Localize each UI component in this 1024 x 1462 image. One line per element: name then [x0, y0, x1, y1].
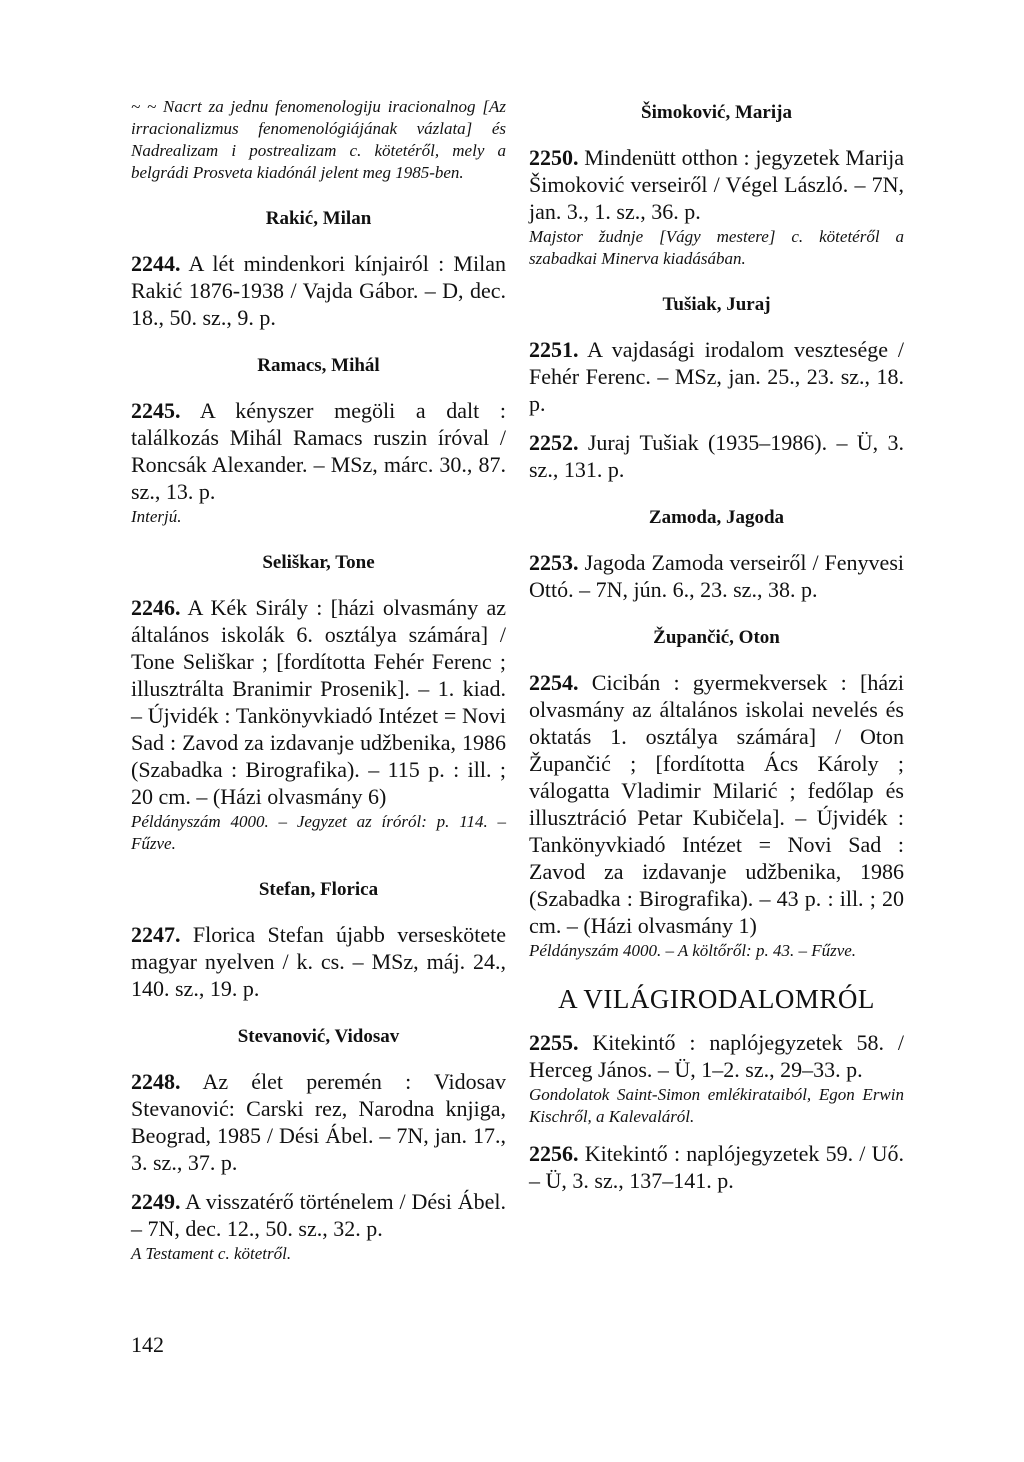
author-heading: Šimoković, Marija: [641, 102, 792, 123]
entry-text: Mindenütt otthon : jegyzetek Marija Šimoković verseiről / Végel László. – 7N, jan. 3., 1. sz., 36. p.: [529, 145, 904, 224]
entry-text: Florica Stefan újabb verseskötete magyar nyelven / k. cs. – MSz, máj. 24., 140. sz., 19. p.: [131, 922, 506, 1001]
author-heading: Župančić, Oton: [653, 627, 780, 648]
entry-2254: [529, 669, 904, 962]
author-heading: Rakić, Milan: [265, 208, 372, 229]
entry-text: Kitekintő : naplójegyzetek 59. / Uő. – Ü, 3. sz., 137–141. p.: [529, 1141, 904, 1193]
author-heading: Tušiak, Juraj: [662, 294, 771, 315]
entry-number: 2249.: [131, 1189, 181, 1214]
entry-2244: [131, 250, 506, 331]
entry-2255: [529, 1029, 904, 1128]
entry-text: A kényszer megöli a dalt : találkozás Mihál Ramacs ruszin íróval / Roncsák Alexander. – MSz, márc. 30., 87. sz., 13. p.: [131, 398, 506, 504]
entry-text: Jagoda Zamoda verseiről / Fenyvesi Ottó. – 7N, jún. 6., 23. sz., 38. p.: [529, 550, 904, 602]
entry-note: Majstor žudnje [Vágy mestere] c. kötetéről a szabadkai Minerva kiadásában.: [529, 227, 904, 268]
entry-number: 2250.: [529, 145, 579, 170]
entry-number: 2251.: [529, 337, 579, 362]
author-heading: Seliškar, Tone: [262, 552, 375, 573]
entry-text: A lét mindenkori kínjairól : Milan Rakić 1876-1938 / Vajda Gábor. – D, dec. 18., 50. sz., 9. p.: [131, 251, 506, 330]
left-column: [131, 96, 506, 1277]
entry-2252: [529, 429, 904, 483]
entry-2251: [529, 336, 904, 417]
right-column: [529, 96, 904, 1206]
entry-number: 2255.: [529, 1030, 579, 1055]
entry-number: 2244.: [131, 251, 181, 276]
continued-annotation: ~ ~ Nacrt za jednu fenomenologiju iracionalnog [Az irracionalizmus fenomenológiájának vázlata] és Nadrealizam i postrealizam c. kötetéről, mely a belgrádi Prosveta kiadónál jelent meg 1985-ben.: [131, 97, 506, 182]
entry-2245: [131, 397, 506, 528]
entry-2246: [131, 594, 506, 855]
entry-text: Az élet peremén : Vidosav Stevanović: Carski rez, Narodna knjiga, Beograd, 1985 / Dési Ábel. – 7N, jan. 17., 3. sz., 37. p.: [131, 1069, 506, 1175]
entry-text: Juraj Tušiak (1935–1986). – Ü, 3. sz., 131. p.: [529, 430, 904, 482]
entry-number: 2253.: [529, 550, 579, 575]
entry-2247: [131, 921, 506, 1002]
author-heading: Zamoda, Jagoda: [648, 507, 785, 528]
entry-2256: [529, 1140, 904, 1194]
entry-2249: [131, 1188, 506, 1265]
author-heading: Stevanović, Vidosav: [237, 1026, 400, 1047]
entry-number: 2246.: [131, 595, 181, 620]
entry-number: 2252.: [529, 430, 579, 455]
section-heading: A VILÁGIRODALOMRÓL: [558, 984, 875, 1014]
entry-number: 2254.: [529, 670, 579, 695]
entry-text: A vajdasági irodalom vesztesége / Fehér Ferenc. – MSz, jan. 25., 23. sz., 18. p.: [529, 337, 904, 416]
entry-note: Példányszám 4000. – Jegyzet az íróról: p. 114. – Fűzve.: [131, 812, 506, 853]
entry-note: Példányszám 4000. – A költőről: p. 43. – Fűzve.: [529, 941, 857, 960]
entry-text: Kitekintő : naplójegyzetek 58. / Herceg János. – Ü, 1–2. sz., 29–33. p.: [529, 1030, 904, 1082]
entry-note: A Testament c. kötetről.: [131, 1244, 292, 1263]
entry-number: 2245.: [131, 398, 181, 423]
entry-2253: [529, 549, 904, 603]
author-heading: Stefan, Florica: [258, 879, 379, 900]
entry-number: 2256.: [529, 1141, 579, 1166]
entry-2248: [131, 1068, 506, 1176]
entry-note: Gondolatok Saint-Simon emlékirataiból, Egon Erwin Kischről, a Kalevaláról.: [529, 1085, 904, 1126]
entry-number: 2248.: [131, 1069, 181, 1094]
entry-2250: [529, 144, 904, 270]
author-heading: Ramacs, Mihál: [257, 355, 380, 376]
page-number: 142: [131, 1332, 164, 1357]
entry-note: Interjú.: [131, 507, 182, 526]
entry-number: 2247.: [131, 922, 181, 947]
entry-text: A Kék Sirály : [házi olvasmány az általános iskolák 6. osztálya számára] / Tone Seliškar ; [fordította Fehér Ferenc ; illusztrálta Branimir Prosenik]. – 1. kiad. – Újvidék : Tankönyvkiadó Intézet = Novi Sad : Zavod za izdavanje udžbenika, 1986 (Szabadka : Birografika). – 115 p. : ill. ; 20 cm. – (Házi olvasmány 6): [131, 595, 506, 809]
entry-text: A visszatérő történelem / Dési Ábel. – 7N, dec. 12., 50. sz., 32. p.: [131, 1189, 506, 1241]
entry-text: Cicibán : gyermekversek : [házi olvasmány az általános iskolai nevelés és oktatás 1. osztálya számára] / Oton Župančić ; [fordította Ács Károly ; válogatta Vladimir Milarić ; fedőlap és illusztráció Petar Kubičela]. – Újvidék : Tankönyvkiadó Intézet = Novi Sad : Zavod za izdavanje udžbenika, 1986 (Szabadka : Birografika). – 43 p. : ill. ; 20 cm. – (Házi olvasmány 1): [529, 670, 904, 938]
